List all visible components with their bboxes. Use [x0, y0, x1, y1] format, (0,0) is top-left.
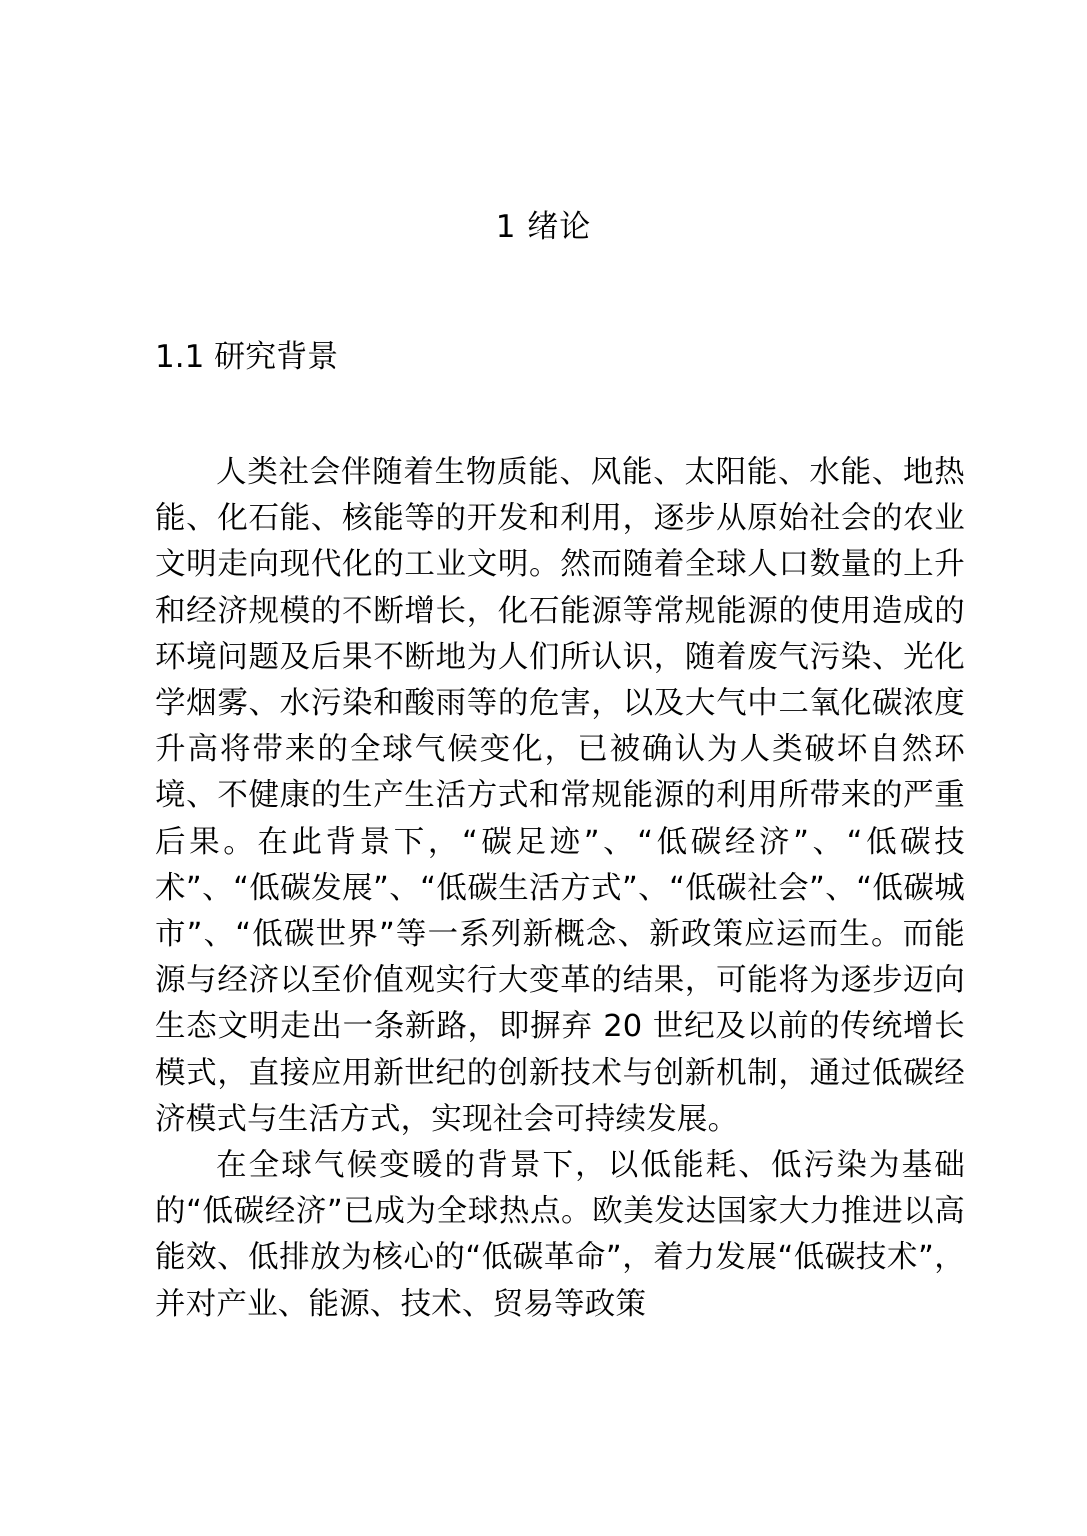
paragraph-1: 人类社会伴随着生物质能、风能、太阳能、水能、地热能、化石能、核能等的开发和利用，逐步从原始社会的农业文明走向现代化的工业文明。然而随着全球人口数量的上升和经济规模的不断增长，化石能源等常规能源的使用造成的环境问题及后果不断地为人们所认识，随着废气污染、光化学烟雾、水污染和酸雨等的危害，以及大气中二氧化碳浓度升高将带来的全球气候变化，已被确认为人类破坏自然环境、不健康的生产生活方式和常规能源的利用所带来的严重后果。在此背景下，“碳足迹”、“低碳经济”、“低碳技术”、“低碳发展”、“低碳生活方式”、“低碳社会”、“低碳城市”、“低碳世界”等一系列新概念、新政策应运而生。而能源与经济以至价值观实行大变革的结果，可能将为逐步迈向生态文明走出一条新路，即摒弃 20 世纪及以前的传统增长模式，直接应用新世纪的创新技术与创新机制，通过低碳经济模式与生活方式，实现社会可持续发展。: [155, 455, 965, 1137]
paragraph-2: 在全球气候变暖的背景下，以低能耗、低污染为基础的“低碳经济”已成为全球热点。欧美发达国家大力推进以高能效、低排放为核心的“低碳革命”，着力发展“低碳技术”，并对产业、能源、技术、贸易等政策: [155, 1148, 965, 1322]
chapter-title: 1 绪论: [495, 209, 592, 245]
section-title: 1.1 研究背景: [155, 339, 339, 375]
body-text: [155, 450, 965, 1328]
